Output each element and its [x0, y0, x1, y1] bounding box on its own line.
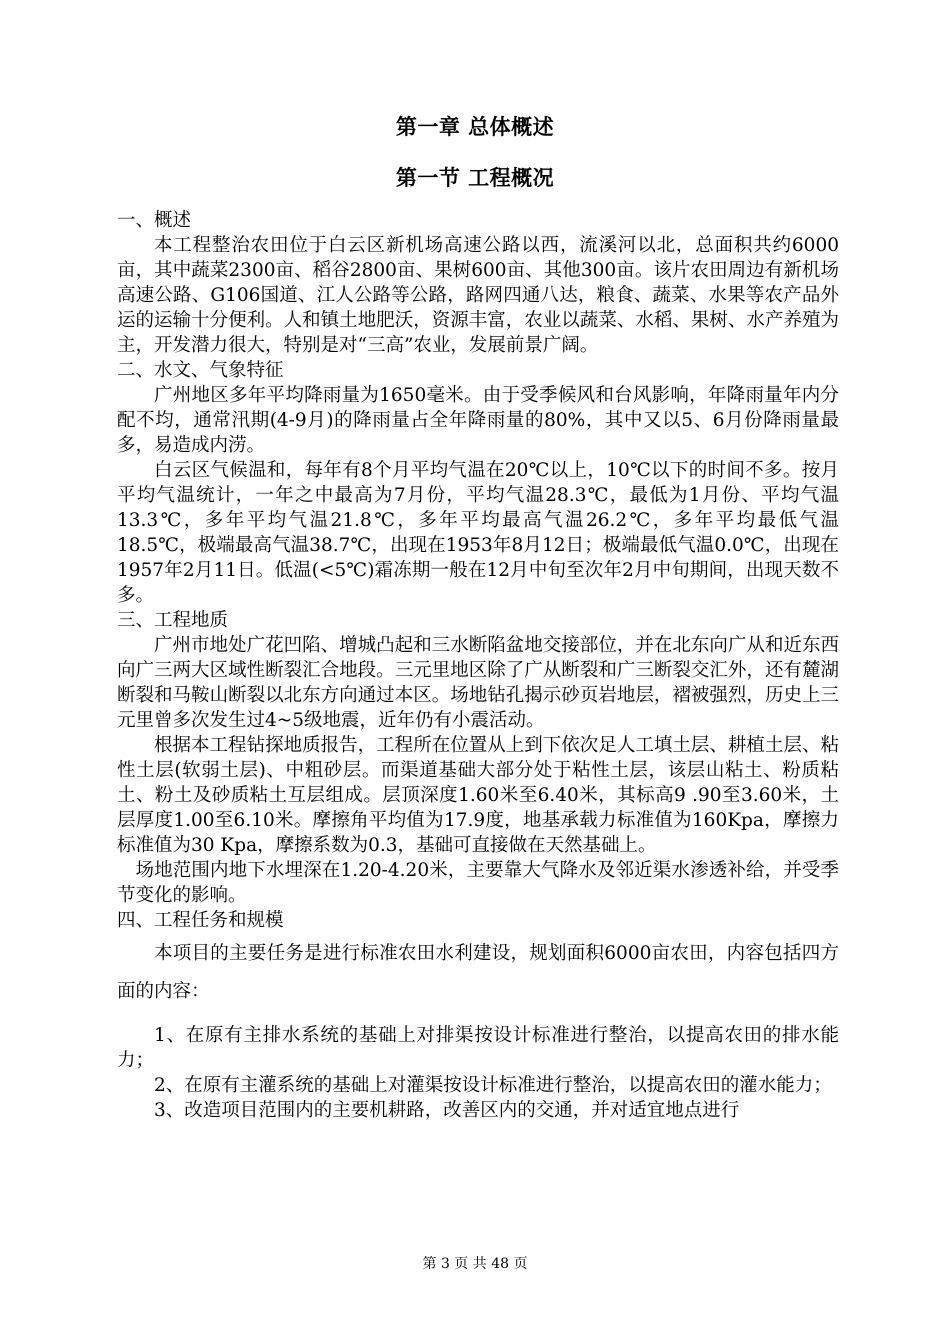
heading-tasks: 四、工程任务和规模	[117, 910, 284, 931]
paragraph: 广州地区多年平均降雨量为1650毫米。由于受季候风和台风影响，年降雨量年内分配不均，通常汛期(4-9月)的降雨量占全年降雨量的80%，其中又以5、6月份降雨量最多，易造成内涝。	[117, 385, 839, 456]
paragraph: 根据本工程钻探地质报告，工程所在位置从上到下依次足人工填土层、耕植土层、粘性土层(软弱土层)、中粗砂层。而渠道基础大部分处于粘性土层，该层山粘土、粉质粘土、粉土及砂质粘土互层组成。层顶深度1.60米至6.40米，其标高9 .90至3.60米，土层厚度1.00至6.10米。摩擦角平均值为17.9度，地基承载力标准值为160Kpa，摩擦力标准值为30 Kpa，摩擦系数为0.3，基础可直接做在天然基础上。	[117, 735, 839, 856]
section-title: 第一节 工程概况	[395, 166, 555, 190]
heading-hydrology: 二、水文、气象特征	[117, 360, 284, 381]
paragraph: 本项目的主要任务是进行标准农田水利建设，规划面积6000亩农田，内容包括四方面的内容：	[117, 943, 839, 1002]
heading-overview: 一、概述	[117, 210, 192, 231]
chapter-title: 第一章 总体概述	[395, 115, 555, 139]
list-item: 3、改造项目范围内的主要机耕路，改善区内的交通，并对适宜地点进行	[154, 1100, 740, 1121]
paragraph: 场地范围内地下水埋深在1.20-4.20米，主要靠大气降水及邻近渠水渗透补给，并受季节变化的影响。	[117, 860, 839, 906]
page-number: 第 3 页 共 48 页	[422, 1256, 528, 1272]
paragraph: 白云区气候温和，每年有8个月平均气温在20℃以上，10℃以下的时间不多。按月平均气温统计，一年之中最高为7月份，平均气温28.3℃，最低为1月份、平均气温13.3℃，多年平均气温21.8℃，多年平均最高气温26.2℃，多年平均最低气温18.5℃，极端最高气温38.7℃，出现在1953年8月12日；极端最低气温0.0℃，出现在1957年2月11日。低温(<5℃)霜冻期一般在12月中旬至次年2月中旬期间，出现天数不多。	[117, 460, 839, 606]
list-item: 2、在原有主灌系统的基础上对灌渠按设计标准进行整治，以提高农田的灌水能力；	[154, 1075, 832, 1096]
paragraph: 广州市地处广花凹陷、增城凸起和三水断陷盆地交接部位，并在北东向广从和近东西向广三两大区域性断裂汇合地段。三元里地区除了广从断裂和广三断裂交汇外，还有麓湖断裂和马鞍山断裂以北东方向通过本区。场地钻孔揭示砂页岩地层，褶被强烈，历史上三元里曾多次发生过4~5级地震，近年仍有小震活动。	[117, 635, 839, 731]
document-body	[117, 208, 839, 1123]
heading-geology: 三、工程地质	[117, 610, 229, 631]
list-item: 1、在原有主排水系统的基础上对排渠按设计标准进行整治，以提高农田的排水能力；	[117, 1025, 839, 1071]
paragraph: 本工程整治农田位于白云区新机场高速公路以西，流溪河以北，总面积共约6000亩，其中蔬菜2300亩、稻谷2800亩、果树600亩、其他300亩。该片农田周边有新机场高速公路、G106国道、江人公路等公路，路网四通八达，粮食、蔬菜、水果等农产品外运的运输十分便利。人和镇土地肥沃，资源丰富，农业以蔬菜、水稻、果树、水产养殖为主，开发潜力很大，特别是对“三高”农业，发展前景广阔。	[117, 235, 839, 356]
